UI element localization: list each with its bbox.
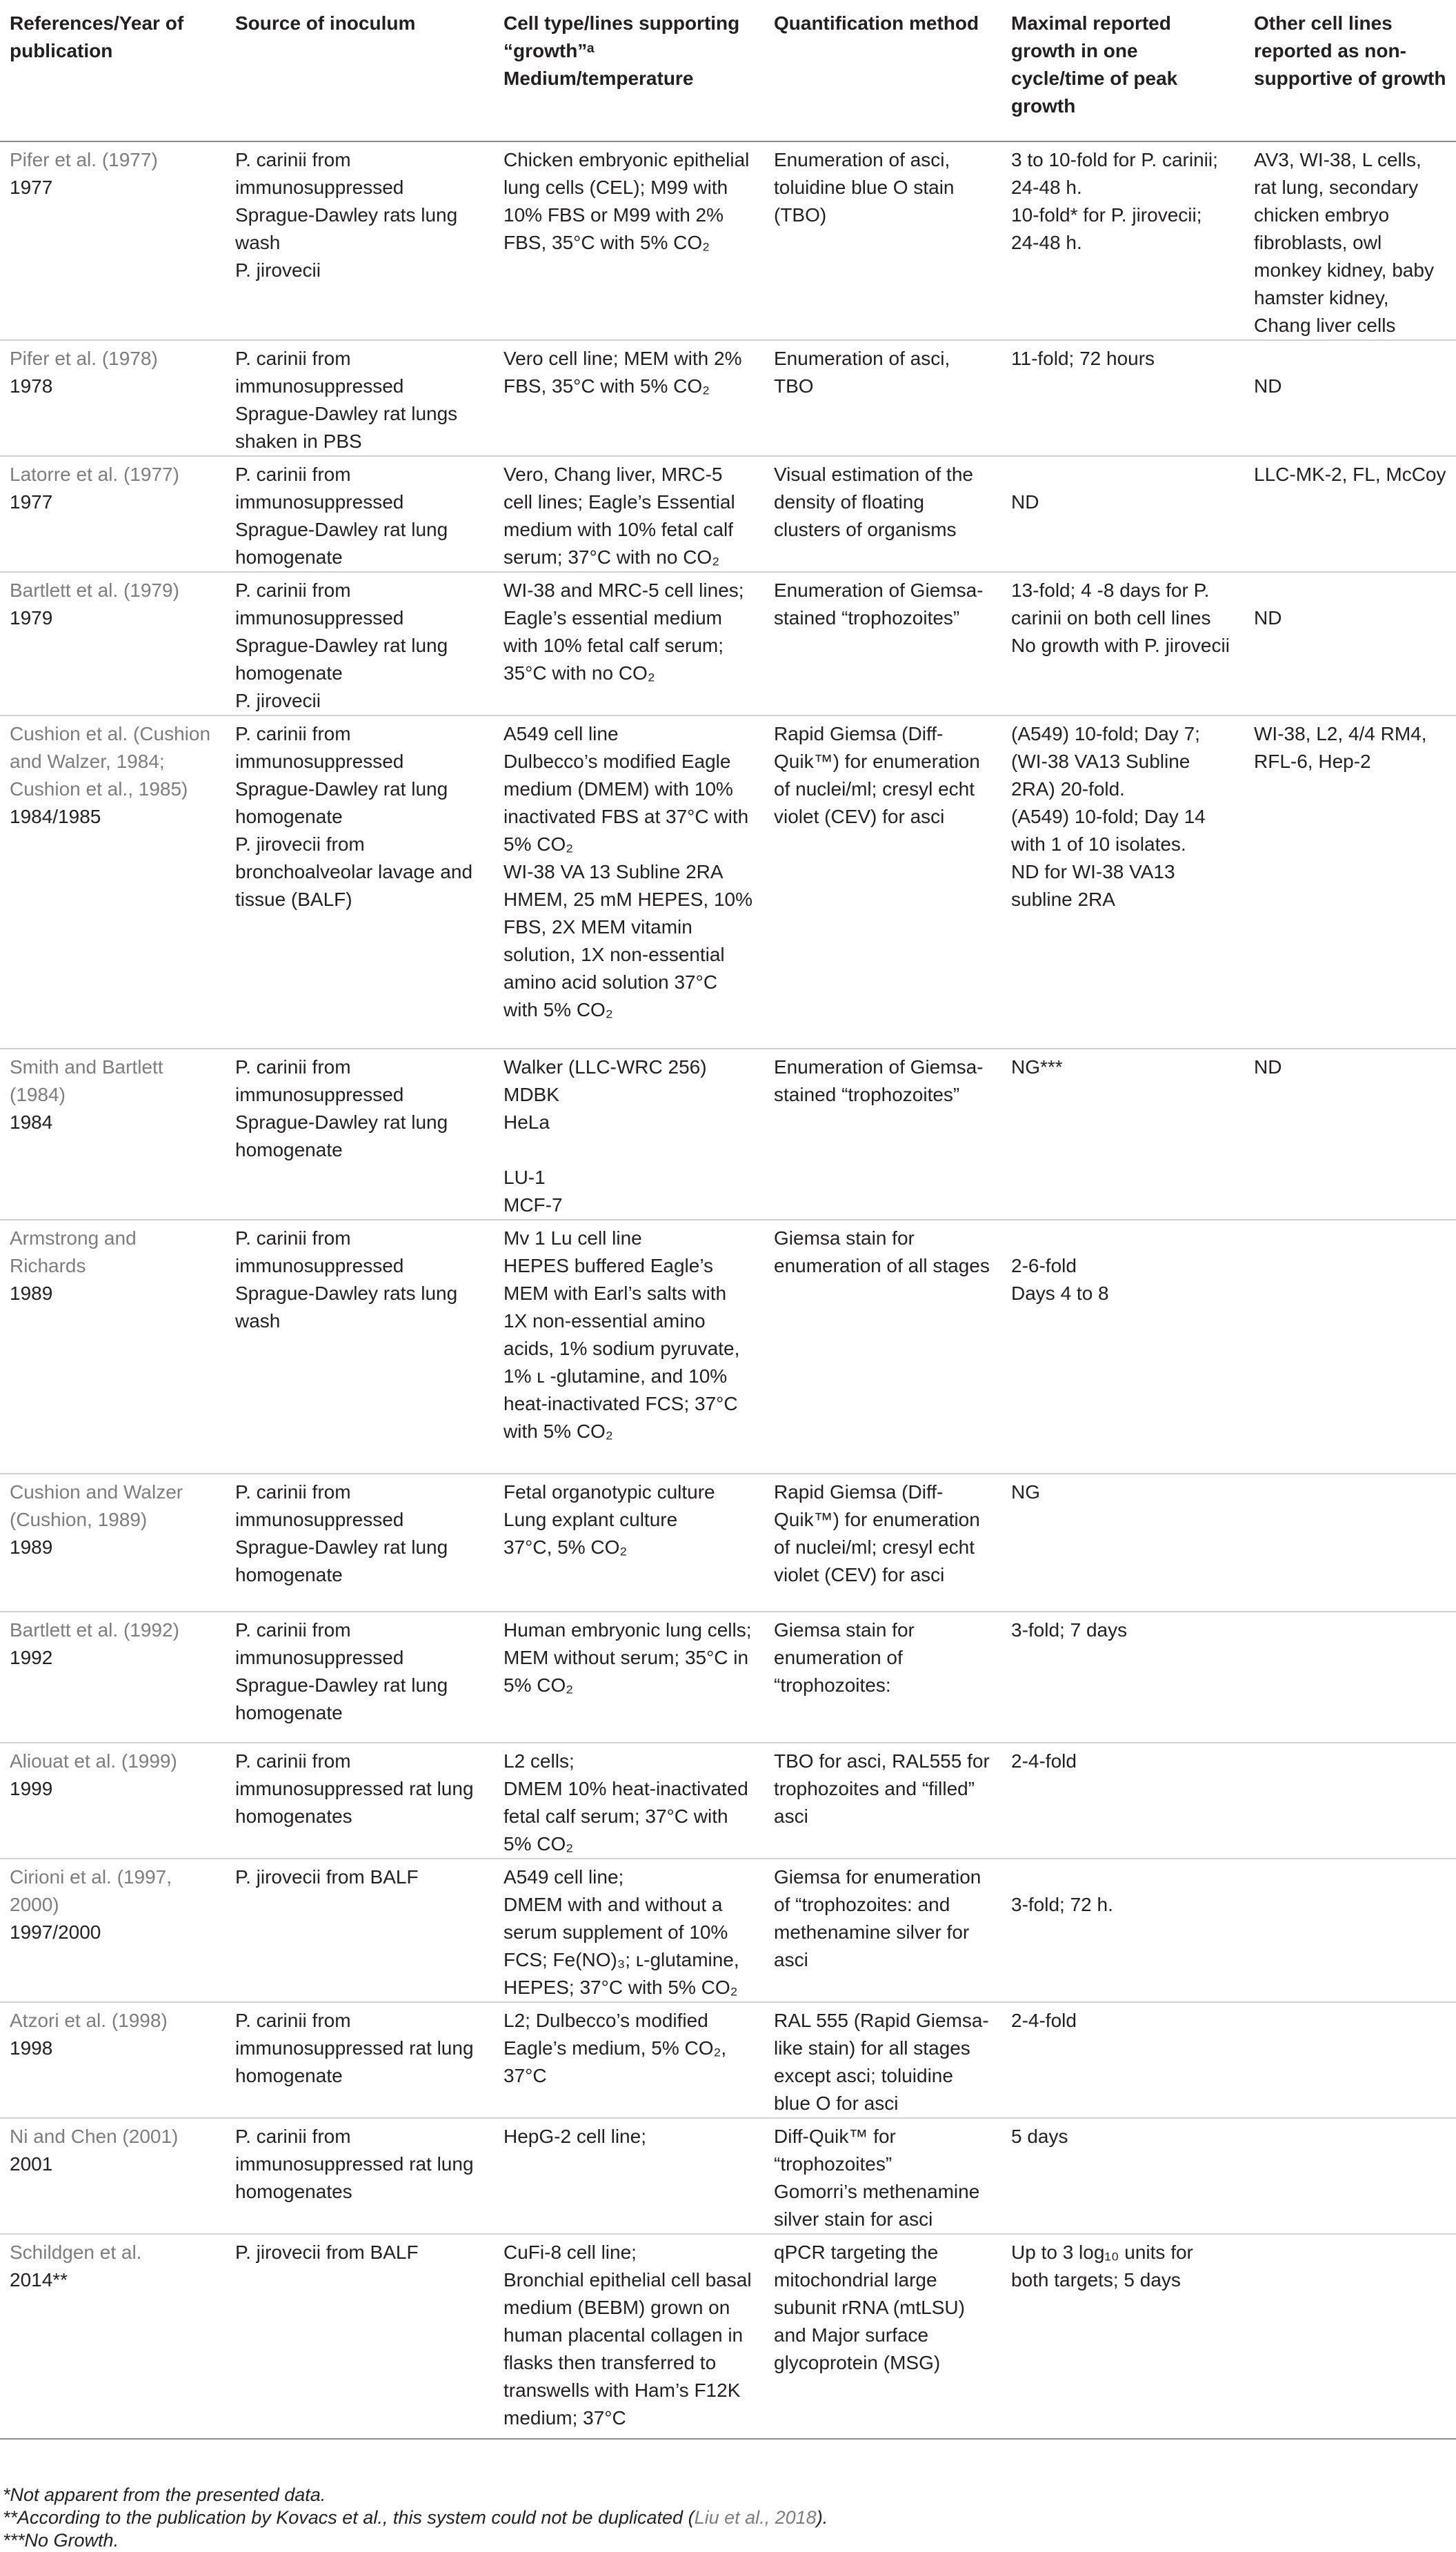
cell-source: P. carinii from immunosuppressed rat lung homogenates [226,1743,494,1859]
cell-source: P. carinii from immunosuppressed rat lung homogenate [226,2002,494,2118]
cell-growth: NG*** [1001,1049,1244,1220]
reference-link[interactable]: Ni and Chen (2001) [10,2126,179,2147]
cell-reference [0,2234,226,2439]
table-row [0,340,1456,456]
footnote-no-growth: ***No Growth. [3,2530,119,2551]
cell-other-lines: AV3, WI-38, L cells, rat lung, secondary chicken embryo fibroblasts, owl monkey kidney, baby hamster kidney, Chang liver cells [1244,141,1456,340]
cell-growth: NG [1001,1474,1244,1612]
publication-year: 1977 [10,177,53,198]
footnote-text-end: ). [816,2507,828,2528]
publication-year: 1997/2000 [10,1921,101,1943]
cell-reference [0,2118,226,2234]
footnote-text: **According to the publication by Kovacs et al., this system could not be duplicated ( [3,2507,695,2528]
cell-quantification: TBO for asci, RAL555 for trophozoites and “filled” asci [764,1743,1001,1859]
cell-other-lines: ND [1244,1049,1456,1220]
table-row [0,141,1456,340]
reference-link[interactable]: Pifer et al. (1977) [10,149,158,170]
cell-reference [0,572,226,715]
table-row [0,1612,1456,1743]
cell-other-lines: ND [1244,572,1456,715]
publication-year: 1977 [10,491,53,513]
cell-growth: 2-4-fold [1001,2002,1244,2118]
cell-quantification: Enumeration of asci, toluidine blue O stain (TBO) [764,141,1001,340]
cell-other-lines [1244,1220,1456,1474]
cell-growth: 3-fold; 72 h. [1001,1859,1244,2002]
cell-medium: L2 cells; DMEM 10% heat-inactivated fetal calf serum; 37°C with 5% CO₂ [494,1743,764,1859]
cell-reference [0,2002,226,2118]
reference-link[interactable]: Schildgen et al. [10,2242,142,2263]
reference-link[interactable]: Atzori et al. (1998) [10,2010,168,2031]
cell-medium: Fetal organotypic culture Lung explant culture 37°C, 5% CO₂ [494,1474,764,1612]
cell-other-lines: LLC-MK-2, FL, McCoy [1244,456,1456,572]
cell-quantification: Giemsa stain for enumeration of “trophozoites: [764,1612,1001,1743]
reference-link[interactable]: Aliouat et al. (1999) [10,1750,177,1772]
publication-year: 1992 [10,1647,53,1668]
table-row [0,715,1456,1049]
cell-other-lines [1244,2234,1456,2439]
cell-other-lines [1244,2002,1456,2118]
footnote-not-duplicated [0,2506,1456,2529]
cell-growth: Up to 3 log₁₀ units for both targets; 5 days [1001,2234,1244,2439]
reference-link[interactable]: Armstrong and Richards [10,1227,137,1276]
cell-source: P. carinii from immunosuppressed Sprague-Dawley rat lung homogenate [226,456,494,572]
cell-medium: WI-38 and MRC-5 cell lines; Eagle’s essential medium with 10% fetal calf serum; 35°C with no CO₂ [494,572,764,715]
cell-source: P. jirovecii from BALF [226,1859,494,2002]
table-row [0,572,1456,715]
cell-medium: Human embryonic lung cells; MEM without serum; 35°C in 5% CO₂ [494,1612,764,1743]
cell-reference [0,456,226,572]
cell-growth: 3 to 10-fold for P. carinii; 24-48 h. 10-fold* for P. jirovecii; 24-48 h. [1001,141,1244,340]
table-row [0,1474,1456,1612]
publication-year: 1989 [10,1283,53,1304]
cell-quantification: RAL 555 (Rapid Giemsa-like stain) for all stages except asci; toluidine blue O for asci [764,2002,1001,2118]
cell-other-lines [1244,1859,1456,2002]
publication-year: 1989 [10,1536,53,1558]
cell-quantification: Rapid Giemsa (Diff-Quik™) for enumeration of nuclei/ml; cresyl echt violet (CEV) for asci [764,1474,1001,1612]
cell-source: P. carinii from immunosuppressed Sprague-Dawley rats lung wash [226,1220,494,1474]
publication-year: 2001 [10,2153,53,2175]
header-maximal-growth: Maximal reported growth in one cycle/time of peak growth [1001,0,1244,141]
cell-source: P. carinii from immunosuppressed Sprague-Dawley rats lung wash P. jirovecii [226,141,494,340]
cell-reference [0,1220,226,1474]
cell-source: P. carinii from immunosuppressed Sprague-Dawley rat lung homogenate [226,1049,494,1220]
cell-other-lines [1244,1743,1456,1859]
cell-other-lines [1244,1612,1456,1743]
publication-year: 1999 [10,1778,53,1799]
cell-medium: Chicken embryonic epithelial lung cells (CEL); M99 with 10% FBS or M99 with 2% FBS, 35°C with 5% CO₂ [494,141,764,340]
cell-growth: 2-6-fold Days 4 to 8 [1001,1220,1244,1474]
cell-quantification: qPCR targeting the mitochondrial large subunit rRNA (mtLSU) and Major surface glycoprotein (MSG) [764,2234,1001,2439]
cell-growth: 3-fold; 7 days [1001,1612,1244,1743]
cell-quantification: Giemsa stain for enumeration of all stages [764,1220,1001,1474]
cell-quantification: Visual estimation of the density of floating clusters of organisms [764,456,1001,572]
cell-source: P. carinii from immunosuppressed Sprague-Dawley rat lung homogenate P. jirovecii [226,572,494,715]
cell-quantification: Giemsa for enumeration of “trophozoites: and methenamine silver for asci [764,1859,1001,2002]
cell-source: P. carinii from immunosuppressed Sprague-Dawley rat lung homogenate [226,1612,494,1743]
header-cell-type: Cell type/lines supporting “growth”ᵃ Medium/temperature [494,0,764,141]
table-footnotes [0,2484,1456,2552]
cell-reference [0,141,226,340]
reference-link[interactable]: Pifer et al. (1978) [10,348,158,369]
cell-reference [0,1612,226,1743]
publication-year: 2014** [10,2269,68,2291]
reference-link[interactable]: Cushion and Walzer (Cushion, 1989) [10,1481,183,1530]
cell-quantification: Diff-Quik™ for “trophozoites” Gomorri’s methenamine silver stain for asci [764,2118,1001,2234]
header-source: Source of inoculum [226,0,494,141]
cell-medium: CuFi-8 cell line; Bronchial epithelial cell basal medium (BEBM) grown on human placental collagen in flasks then transferred to transwells with Ham’s F12K medium; 37°C [494,2234,764,2439]
cell-source: P. carinii from immunosuppressed rat lung homogenates [226,2118,494,2234]
publication-year: 1984 [10,1111,53,1133]
cell-reference [0,715,226,1049]
cell-medium: HepG-2 cell line; [494,2118,764,2234]
reference-link[interactable]: Cirioni et al. (1997, 2000) [10,1866,172,1915]
cell-growth: 5 days [1001,2118,1244,2234]
cell-reference [0,1474,226,1612]
cell-reference [0,340,226,456]
cell-source: P. carinii from immunosuppressed Sprague-Dawley rat lung homogenate [226,1474,494,1612]
cell-quantification: Rapid Giemsa (Diff-Quik™) for enumeration of nuclei/ml; cresyl echt violet (CEV) for asci [764,715,1001,1049]
cell-growth: 11-fold; 72 hours [1001,340,1244,456]
publication-year: 1979 [10,607,53,629]
cell-other-lines: WI-38, L2, 4/4 RM4, RFL-6, Hep-2 [1244,715,1456,1049]
table-row [0,456,1456,572]
header-quantification: Quantification method [764,0,1001,141]
cell-quantification: Enumeration of asci, TBO [764,340,1001,456]
table-row [0,1859,1456,2002]
cell-medium: L2; Dulbecco’s modified Eagle’s medium, 5% CO₂, 37°C [494,2002,764,2118]
publication-year: 1978 [10,375,53,397]
publication-year: 1984/1985 [10,806,101,827]
cell-growth: 2-4-fold [1001,1743,1244,1859]
cell-source: P. jirovecii from BALF [226,2234,494,2439]
reference-link[interactable]: Cushion et al. (Cushion and Walzer, 1984; Cushion et al., 1985) [10,723,211,800]
cell-reference [0,1049,226,1220]
reference-link[interactable]: Bartlett et al. (1992) [10,1619,179,1641]
table-row [0,1049,1456,1220]
cell-medium: Vero, Chang liver, MRC-5 cell lines; Eagle’s Essential medium with 10% fetal calf serum; 37°C with no CO₂ [494,456,764,572]
cell-reference [0,1743,226,1859]
reference-link[interactable]: Smith and Bartlett (1984) [10,1056,163,1105]
cell-growth: 13-fold; 4 -8 days for P. carinii on both cell lines No growth with P. jirovecii [1001,572,1244,715]
footnote-not-apparent: *Not apparent from the presented data. [3,2484,326,2505]
footnote-reference-link[interactable]: Liu et al., 2018 [694,2507,817,2528]
table-row [0,1743,1456,1859]
cell-source: P. carinii from immunosuppressed Sprague-Dawley rat lungs shaken in PBS [226,340,494,456]
cell-medium: Walker (LLC-WRC 256) MDBK HeLa LU-1 MCF-7 [494,1049,764,1220]
cell-medium: Mv 1 Lu cell line HEPES buffered Eagle’s MEM with Earl’s salts with 1X non-essential amino acids, 1% sodium pyruvate, 1% ʟ -glutamine, and 10% heat-inactivated FCS; 37°C with 5% CO₂ [494,1220,764,1474]
cell-other-lines [1244,1474,1456,1612]
table-row [0,1220,1456,1474]
cell-quantification: Enumeration of Giemsa-stained “trophozoites” [764,572,1001,715]
cell-reference [0,1859,226,2002]
cell-other-lines: ND [1244,340,1456,456]
table-row [0,2118,1456,2234]
cell-growth: ND [1001,456,1244,572]
reference-link[interactable]: Latorre et al. (1977) [10,464,179,485]
cell-quantification: Enumeration of Giemsa-stained “trophozoites” [764,1049,1001,1220]
cell-medium: A549 cell line; DMEM with and without a serum supplement of 10% FCS; Fe(NO)₃; ʟ-glutamine, HEPES; 37°C with 5% CO₂ [494,1859,764,2002]
header-other-cell-lines: Other cell lines reported as non-supportive of growth [1244,0,1456,141]
cell-medium: A549 cell line Dulbecco’s modified Eagle medium (DMEM) with 10% inactivated FBS at 37°C with 5% CO₂ WI-38 VA 13 Subline 2RA HMEM, 25 mM HEPES, 10% FBS, 2X MEM vitamin solution, 1X non-essential amino acid solution 37°C with 5% CO₂ [494,715,764,1049]
table-row [0,2234,1456,2439]
cell-source: P. carinii from immunosuppressed Sprague-Dawley rat lung homogenate P. jirovecii from bronchoalveolar lavage and tissue (BALF) [226,715,494,1049]
publication-year: 1998 [10,2037,53,2059]
cell-growth: (A549) 10-fold; Day 7; (WI-38 VA13 Subline 2RA) 20-fold. (A549) 10-fold; Day 14 with 1 of 10 isolates. ND for WI-38 VA13 subline 2RA [1001,715,1244,1049]
header-references: References/Year of publication [0,0,226,141]
cell-medium: Vero cell line; MEM with 2% FBS, 35°C with 5% CO₂ [494,340,764,456]
reference-link[interactable]: Bartlett et al. (1979) [10,580,179,601]
table-header-row [0,0,1456,141]
cell-other-lines [1244,2118,1456,2234]
table-row [0,2002,1456,2118]
